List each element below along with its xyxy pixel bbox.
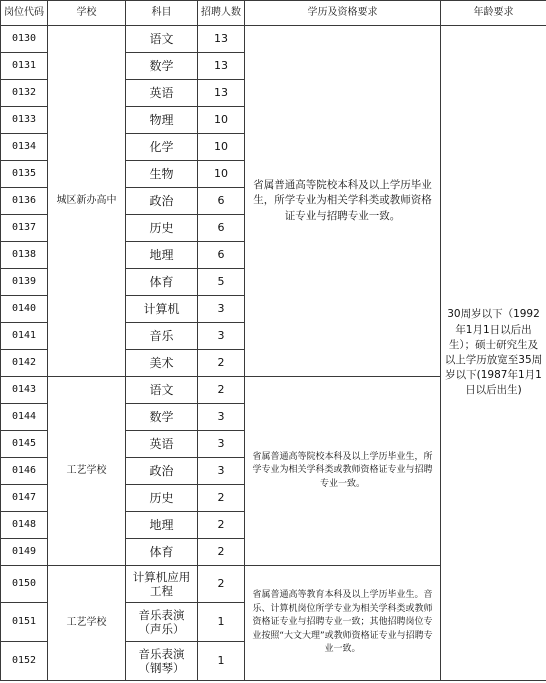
position-code: 0142: [1, 350, 48, 377]
position-code: 0141: [1, 323, 48, 350]
header-education: 学历及资格要求: [245, 1, 441, 26]
position-code: 0144: [1, 404, 48, 431]
hire-count: 13: [198, 26, 245, 53]
hire-count: 3: [198, 404, 245, 431]
subject: 历史: [126, 485, 198, 512]
subject: 地理: [126, 242, 198, 269]
hire-count: 3: [198, 296, 245, 323]
position-code: 0133: [1, 107, 48, 134]
hire-count: 13: [198, 80, 245, 107]
table-body: [1, 26, 546, 681]
table-row: [1, 26, 546, 53]
subject: 音乐表演 （钢琴）: [126, 642, 198, 681]
header-school: 学校: [48, 1, 126, 26]
position-code: 0132: [1, 80, 48, 107]
position-code: 0140: [1, 296, 48, 323]
hire-count: 2: [198, 485, 245, 512]
subject: 政治: [126, 458, 198, 485]
header-age: 年龄要求: [441, 1, 546, 26]
header-row: [1, 1, 546, 26]
education-requirement: 省属普通高等院校本科及以上学历毕业生，所学专业为相关学科类或教师资格证专业与招聘专业一致。: [245, 377, 441, 566]
hire-count: 13: [198, 53, 245, 80]
subject: 历史: [126, 215, 198, 242]
subject: 英语: [126, 80, 198, 107]
hire-count: 10: [198, 134, 245, 161]
subject: 数学: [126, 404, 198, 431]
subject: 英语: [126, 431, 198, 458]
age-requirement: 30周岁以下（1992年1月1日以后出生）；硕士研究生及以上学历放宽至35周岁以下(1987年1月1日以后出生): [441, 26, 546, 681]
position-code: 0148: [1, 512, 48, 539]
subject: 政治: [126, 188, 198, 215]
hire-count: 6: [198, 188, 245, 215]
subject: 物理: [126, 107, 198, 134]
position-code: 0146: [1, 458, 48, 485]
position-code: 0151: [1, 603, 48, 642]
subject: 音乐: [126, 323, 198, 350]
subject: 地理: [126, 512, 198, 539]
hire-count: 2: [198, 512, 245, 539]
position-code: 0130: [1, 26, 48, 53]
subject: 计算机: [126, 296, 198, 323]
position-code: 0134: [1, 134, 48, 161]
hire-count: 6: [198, 242, 245, 269]
subject: 音乐表演 （声乐）: [126, 603, 198, 642]
hire-count: 3: [198, 323, 245, 350]
subject: 化学: [126, 134, 198, 161]
subject: 美术: [126, 350, 198, 377]
hire-count: 2: [198, 350, 245, 377]
hire-count: 3: [198, 431, 245, 458]
subject: 语文: [126, 377, 198, 404]
position-code: 0152: [1, 642, 48, 681]
hire-count: 2: [198, 539, 245, 566]
education-requirement: 省属普通高等教育本科及以上学历毕业生。音乐、计算机岗位所学专业为相关学科类或教师资格证专业与招聘专业一致；其他招聘岗位专业按照“大文大理”或教师资格证专业与招聘专业一致。: [245, 566, 441, 681]
subject: 生物: [126, 161, 198, 188]
position-code: 0147: [1, 485, 48, 512]
header-code: 岗位代码: [1, 1, 48, 26]
hire-count: 2: [198, 566, 245, 603]
position-code: 0131: [1, 53, 48, 80]
hire-count: 3: [198, 458, 245, 485]
hire-count: 6: [198, 215, 245, 242]
position-code: 0139: [1, 269, 48, 296]
position-code: 0137: [1, 215, 48, 242]
school-name: 工艺学校: [48, 566, 126, 681]
education-requirement: 省属普通高等院校本科及以上学历毕业生，所学专业为相关学科类或教师资格证专业与招聘专业一致。: [245, 26, 441, 377]
header-count: 招聘人数: [198, 1, 245, 26]
subject: 数学: [126, 53, 198, 80]
position-code: 0143: [1, 377, 48, 404]
hire-count: 10: [198, 161, 245, 188]
subject: 计算机应用 工程: [126, 566, 198, 603]
hire-count: 2: [198, 377, 245, 404]
subject: 语文: [126, 26, 198, 53]
hire-count: 1: [198, 603, 245, 642]
subject: 体育: [126, 269, 198, 296]
subject: 体育: [126, 539, 198, 566]
position-code: 0138: [1, 242, 48, 269]
hire-count: 5: [198, 269, 245, 296]
school-name: 城区新办高中: [48, 26, 126, 377]
header-subject: 科目: [126, 1, 198, 26]
school-name: 工艺学校: [48, 377, 126, 566]
hire-count: 1: [198, 642, 245, 681]
position-code: 0136: [1, 188, 48, 215]
position-code: 0150: [1, 566, 48, 603]
position-code: 0145: [1, 431, 48, 458]
position-code: 0149: [1, 539, 48, 566]
position-code: 0135: [1, 161, 48, 188]
hire-count: 10: [198, 107, 245, 134]
